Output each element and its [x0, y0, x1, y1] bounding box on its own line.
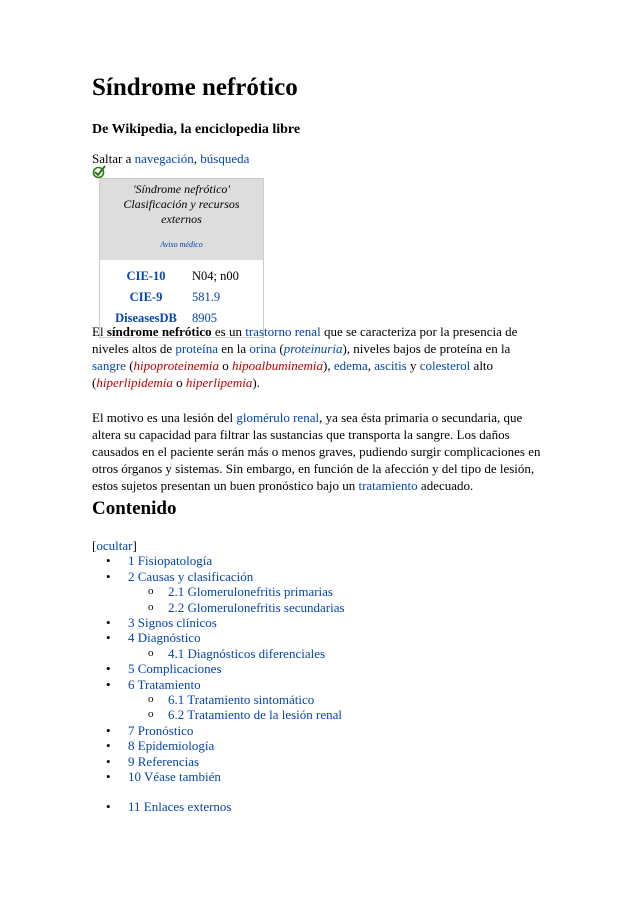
table-of-contents	[92, 538, 492, 814]
text: en la	[218, 341, 250, 356]
toc-link[interactable]: 1 Fisiopatología	[128, 553, 213, 569]
bullet: o	[148, 708, 154, 721]
infobox-row	[100, 287, 263, 308]
text: ),	[322, 358, 334, 373]
toc-link[interactable]: 4.1 Diagnósticos diferenciales	[168, 645, 326, 661]
link-hiperlipemia[interactable]: hiperlipemia	[185, 375, 253, 390]
bullet: •	[106, 661, 111, 677]
bullet: •	[106, 568, 111, 584]
link-sangre[interactable]: sangre	[92, 358, 126, 373]
toc-subitem	[92, 584, 492, 599]
link-tratamiento[interactable]: tratamiento	[358, 478, 418, 493]
page-title: Síndrome nefrótico	[92, 74, 298, 101]
toc-link[interactable]: 8 Epidemiología	[128, 738, 215, 754]
infobox-value-link[interactable]: 581.9	[192, 290, 221, 304]
bullet: •	[106, 738, 111, 754]
toc-link[interactable]: 2 Causas y clasificación	[128, 568, 254, 584]
toc-link[interactable]: 6.1 Tratamiento sintomático	[168, 692, 315, 708]
text: (	[125, 358, 134, 373]
text: El	[92, 324, 107, 339]
infobox-key-link[interactable]: DiseasesDB	[115, 311, 177, 325]
toc-link[interactable]: 11 Enlaces externos	[128, 798, 232, 814]
bullet: o	[148, 600, 154, 613]
bullet: •	[106, 676, 111, 692]
toc-subitem	[92, 707, 492, 722]
text: o	[172, 375, 186, 390]
infobox-subheading: Clasificación y recursos externos	[123, 197, 240, 226]
toc-subitem	[92, 646, 492, 661]
intro-paragraph	[92, 323, 547, 391]
jump-prefix: Saltar a	[92, 151, 135, 166]
toc-list	[92, 553, 492, 814]
jump-navigation-link[interactable]: navegación	[134, 151, 194, 166]
infobox	[99, 178, 264, 338]
link-proteina[interactable]: proteína	[175, 341, 218, 356]
toc-link[interactable]: 4 Diagnóstico	[128, 630, 201, 646]
text: (	[276, 341, 284, 356]
toc-item	[92, 553, 492, 568]
toc-subitem	[92, 600, 492, 615]
text: ), niveles bajos de proteína en la	[342, 341, 511, 356]
text: que se caracteriza por la presencia de niveles altos de	[92, 324, 518, 356]
text: y	[406, 358, 420, 373]
toc-link[interactable]: 5 Complicaciones	[128, 661, 222, 677]
toc-subitem	[92, 692, 492, 707]
link-colesterol[interactable]: colesterol	[419, 358, 471, 373]
link-proteinuria[interactable]: proteinuria	[283, 341, 343, 356]
bold-term: síndrome nefrótico	[106, 324, 212, 339]
text: alto (	[92, 358, 494, 390]
bullet: •	[106, 798, 111, 814]
infobox-heading: 'Síndrome nefrótico'	[132, 182, 230, 196]
toc-item	[92, 615, 492, 630]
toc-link[interactable]: 2.2 Glomerulonefritis secundarias	[168, 599, 345, 615]
bullet: o	[148, 646, 154, 659]
medical-notice-link[interactable]: Aviso médico	[160, 240, 203, 249]
bullet: •	[106, 630, 111, 646]
jump-separator: ,	[193, 151, 201, 166]
toc-link[interactable]: 3 Signos clínicos	[128, 615, 217, 631]
toc-link[interactable]: 6.2 Tratamiento de la lesión renal	[168, 707, 343, 723]
toc-hide-link[interactable]: ocultar	[96, 538, 133, 553]
text: ,	[367, 358, 375, 373]
contents-heading: Contenido	[92, 498, 177, 519]
bullet: o	[148, 585, 154, 598]
infobox-row	[100, 266, 263, 287]
infobox-value-link[interactable]: 8905	[192, 311, 217, 325]
infobox-key-link[interactable]: CIE-10	[126, 269, 166, 283]
link-ascitis[interactable]: ascitis	[374, 358, 407, 373]
toc-item	[92, 661, 492, 676]
text: es un	[211, 324, 246, 339]
verified-check-icon	[92, 165, 106, 179]
bullet: •	[106, 769, 111, 785]
toc-item	[92, 723, 492, 738]
bullet: •	[106, 553, 111, 569]
toc-toggle	[92, 538, 492, 553]
toc-item	[92, 738, 492, 753]
toc-link[interactable]: 9 Referencias	[128, 753, 200, 769]
text: ).	[252, 375, 260, 390]
page-subtitle: De Wikipedia, la enciclopedia libre	[92, 122, 301, 137]
infobox-header	[100, 179, 263, 260]
text: , ya sea ésta primaria o secundaria, que altera su capacidad para filtrar las sustancias que transporta la sangre. Los daños causados en el paciente serán más o menos graves, pudiendo surgir complicaciones en otros órganos y sistemas. Sin embargo, en función de la afección y del tipo de lesión, estos sujetos presentan un buen pronóstico bajo un	[92, 410, 541, 493]
toc-item	[92, 754, 492, 769]
link-hiperlipidemia[interactable]: hiperlipidemia	[96, 375, 173, 390]
bullet: o	[148, 693, 154, 706]
toc-link[interactable]: 10 Véase también	[128, 769, 221, 785]
toc-item	[92, 769, 492, 784]
bracket: ]	[132, 538, 137, 553]
toc-item	[92, 677, 492, 692]
toc-link[interactable]: 6 Tratamiento	[128, 676, 201, 692]
toc-link[interactable]: 2.1 Glomerulonefritis primarias	[168, 584, 333, 600]
bracket: [	[92, 538, 97, 553]
text: adecuado.	[417, 478, 474, 493]
link-hipoalbuminemia[interactable]: hipoalbuminemia	[231, 358, 323, 373]
bullet: •	[106, 615, 111, 631]
toc-link[interactable]: 7 Pronóstico	[128, 722, 194, 738]
bullet: •	[106, 722, 111, 738]
bullet: •	[106, 753, 111, 769]
text: El motivo es una lesión del	[92, 410, 237, 425]
cause-paragraph	[92, 409, 547, 494]
link-trastorno-renal[interactable]: trastorno renal	[245, 324, 321, 339]
text: o	[218, 358, 232, 373]
jump-search-link[interactable]: búsqueda	[200, 151, 250, 166]
link-glomerulo-renal[interactable]: glomérulo renal	[236, 410, 320, 425]
toc-item	[92, 799, 492, 814]
link-orina[interactable]: orina	[249, 341, 277, 356]
toc-item	[92, 630, 492, 645]
jump-links	[92, 151, 249, 167]
infobox-value: N04; n00	[192, 269, 239, 283]
infobox-key-link[interactable]: CIE-9	[129, 290, 163, 304]
link-edema[interactable]: edema	[333, 358, 368, 373]
link-hipoproteinemia[interactable]: hipoproteinemia	[133, 358, 219, 373]
toc-item	[92, 569, 492, 584]
